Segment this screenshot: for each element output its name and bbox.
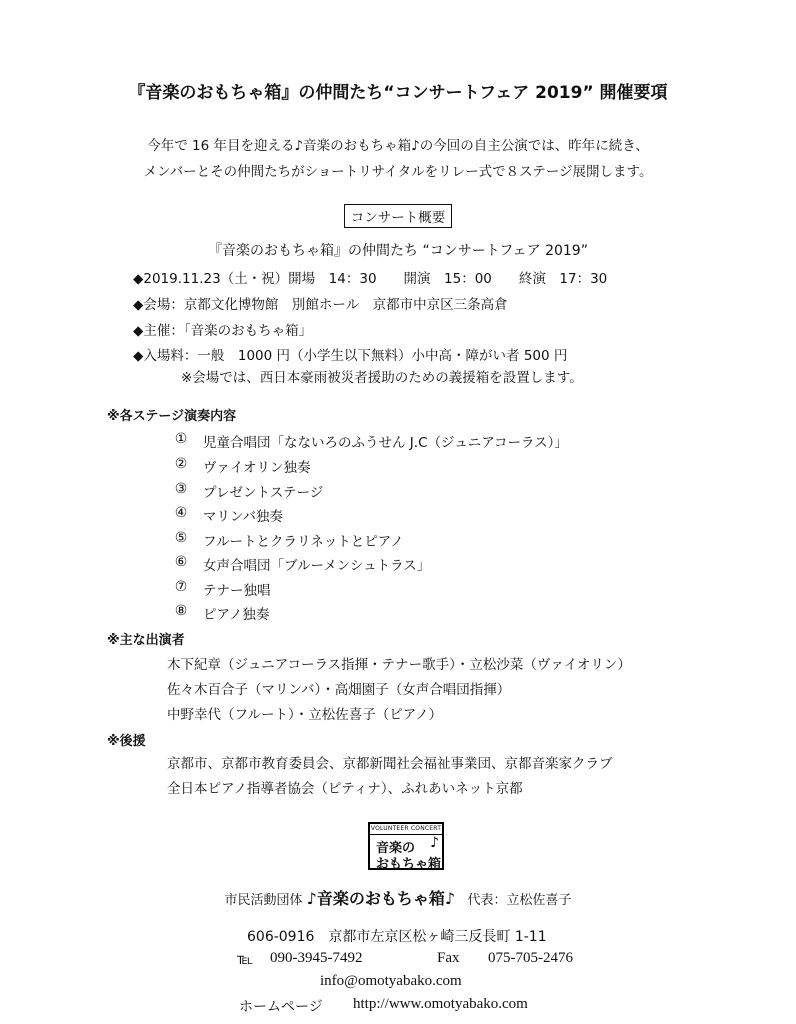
performers-heading: ※主な出演者 [107, 633, 185, 648]
stage-number: ⑧ [174, 603, 188, 619]
email-link[interactable]: info@omotyabako.com [320, 973, 462, 989]
stage-item: フルートとクラリネットとピアノ [203, 534, 404, 550]
performer-line: 佐々木百合子（マリンバ）・高畑園子（女声合唱団指揮） [167, 682, 511, 698]
intro-line-2: メンバーとその仲間たちがショートリサイタルをリレー式で８ステージ展開します。 [143, 164, 653, 180]
stage-item: ピアノ独奏 [203, 607, 270, 623]
stage-item: 児童合唱団「なないろのふうせん J.C（ジュニアコーラス）」 [203, 435, 568, 451]
concert-host: ◆主催：「音楽のおもちゃ箱」 [133, 323, 313, 339]
stage-number: ① [174, 431, 188, 447]
org-name: ♪音楽のおもちゃ箱♪ [306, 889, 456, 908]
stage-number: ④ [174, 505, 188, 521]
performer-line: 木下紀章（ジュニアコーラス指揮・テナー歌手）・立松沙菜（ヴァイオリン） [167, 657, 631, 673]
concert-date: ◆2019.11.23（土・祝）開場 14：30 開演 15：00 終演 17：30 [133, 271, 608, 287]
logo-caption: VOLUNTEER CONCERT [370, 824, 442, 835]
org-representative: 代表：立松佐喜子 [467, 893, 572, 908]
stage-number: ③ [174, 481, 188, 497]
logo-line-1: 音楽の [376, 841, 416, 856]
stage-number: ⑤ [174, 530, 188, 546]
concert-fee: ◆入場料：一般 1000 円（小学生以下無料）小中高・障がい者 500 円 [133, 348, 568, 364]
stage-number: ⑦ [174, 579, 188, 595]
fax-label: Fax [437, 950, 460, 966]
stage-item: ヴァイオリン独奏 [203, 460, 311, 476]
support-line: 京都市、京都市教育委員会、京都新聞社会福祉事業団、京都音楽家クラブ [167, 756, 613, 772]
stage-item: 女声合唱団「ブルーメンシュトラス」 [203, 558, 431, 574]
concert-title: 『音楽のおもちゃ箱』の仲間たち “コンサートフェア 2019” [208, 243, 588, 259]
stage-item: プレゼントステージ [203, 485, 324, 501]
homepage-label: ホームページ [239, 999, 323, 1015]
intro-line-1: 今年で 16 年目を迎える♪音楽のおもちゃ箱♪の今回の自主公演では、昨年に続き、 [147, 138, 649, 154]
organization-logo [368, 822, 444, 870]
music-note-icon: ♪ [430, 835, 439, 851]
logo-line-2: おもちゃ箱 [376, 857, 442, 872]
tel-number: 090-3945-7492 [270, 950, 363, 966]
stages-heading: ※各ステージ演奏内容 [107, 409, 237, 424]
page-title: 『音楽のおもちゃ箱』の仲間たち“コンサートフェア 2019” 開催要項 [128, 83, 668, 103]
address: 606-0916 京都市左京区松ヶ崎三反長町 1-11 [247, 929, 547, 945]
org-prefix: 市民活動団体 [224, 893, 303, 908]
homepage-link[interactable]: http://www.omotyabako.com [353, 996, 528, 1012]
fax-number: 075-705-2476 [488, 950, 573, 966]
stage-number: ② [174, 456, 188, 472]
support-line: 全日本ピアノ指導者協会（ピティナ）、ふれあいネット京都 [167, 781, 523, 797]
support-heading: ※後援 [107, 734, 146, 749]
organization-line [0, 886, 796, 909]
stage-item: マリンバ独奏 [203, 509, 284, 525]
tel-label: ℡ [237, 952, 254, 968]
concert-venue: ◆会場：京都文化博物館 別館ホール 京都市中京区三条高倉 [133, 297, 508, 313]
overview-heading: コンサート概要 [344, 204, 453, 228]
overview-heading-wrap [0, 204, 796, 228]
performer-line: 中野幸代（フルート）・立松佐喜子（ピアノ） [167, 707, 443, 723]
stage-number: ⑥ [174, 554, 188, 570]
concert-note: ※会場では、西日本豪雨被災者援助のための義援箱を設置します。 [181, 370, 583, 386]
stage-item: テナー独唱 [203, 583, 271, 599]
